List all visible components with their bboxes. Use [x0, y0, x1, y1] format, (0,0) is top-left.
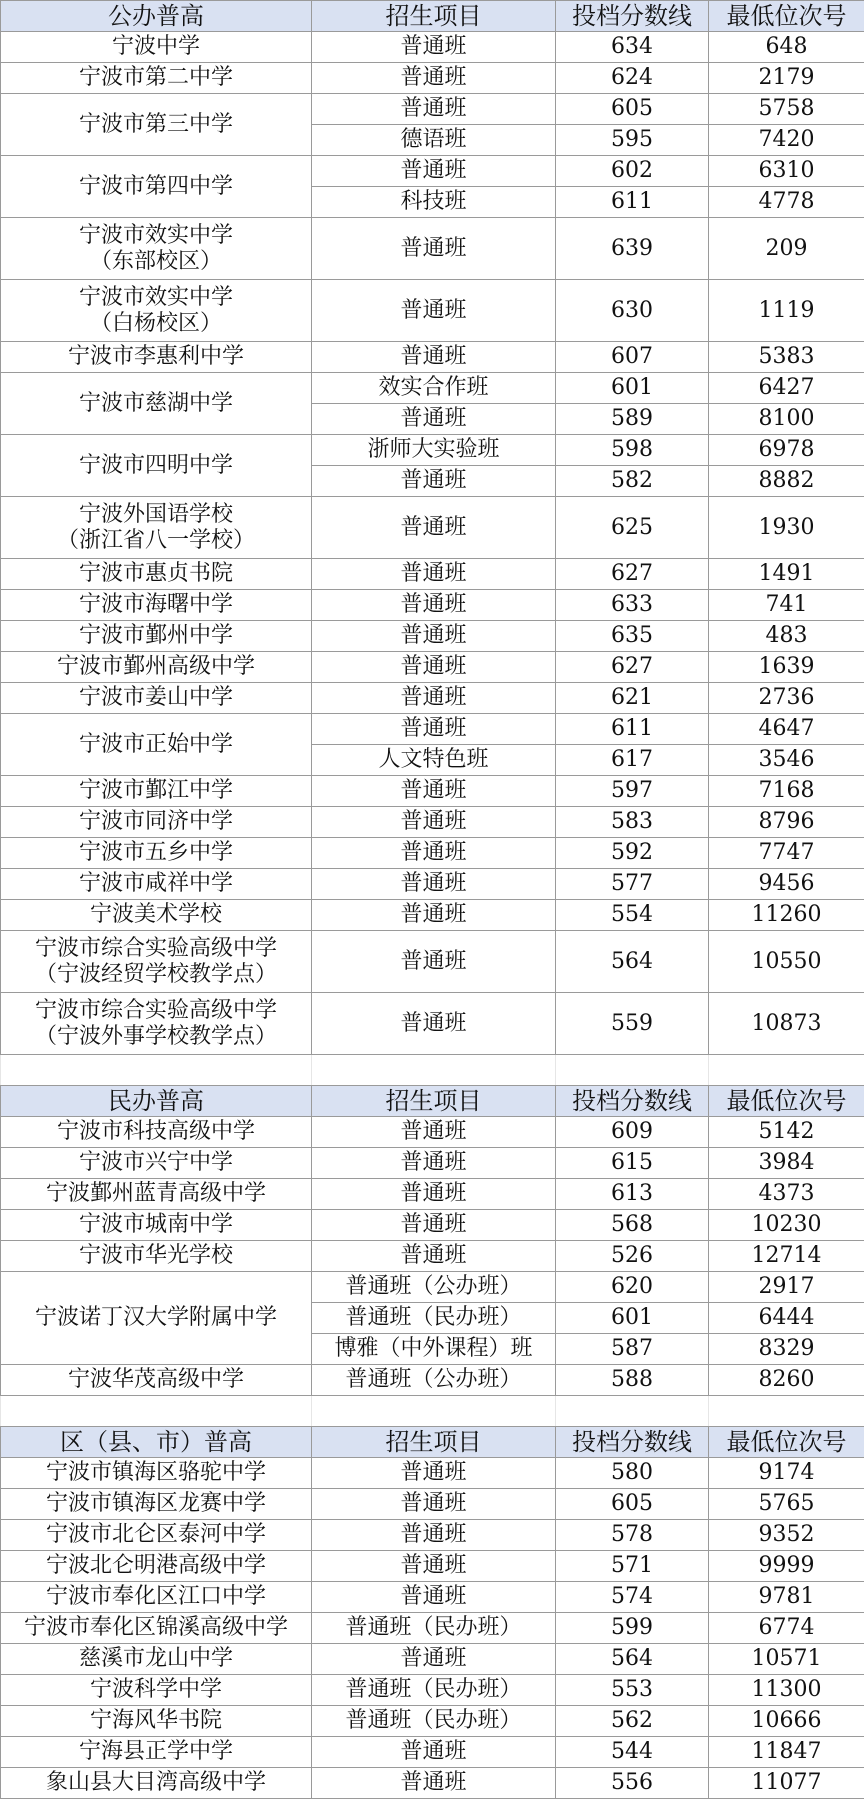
section-gap	[0, 1055, 864, 1085]
school-name	[1, 807, 312, 838]
score-cell: 589	[556, 404, 709, 435]
table-row	[1, 94, 864, 125]
score-cell: 583	[556, 807, 709, 838]
program-cell: 浙师大实验班	[312, 435, 556, 466]
score-header: 投档分数线	[556, 1427, 709, 1458]
school-name-line: 宁波市北仑区泰河中学	[1, 1522, 311, 1548]
rank-cell: 8260	[709, 1365, 864, 1396]
score-cell: 568	[556, 1210, 709, 1241]
score-cell: 627	[556, 559, 709, 590]
rank-cell: 8100	[709, 404, 864, 435]
table-row	[1, 559, 864, 590]
program-cell: 效实合作班	[312, 373, 556, 404]
rank-cell: 483	[709, 621, 864, 652]
table-row	[1, 1768, 864, 1799]
school-name-line: 宁波市综合实验高级中学	[1, 936, 311, 962]
rank-cell: 11260	[709, 900, 864, 931]
school-name-line: 宁波市正始中学	[1, 732, 311, 758]
table-row	[1, 1365, 864, 1396]
rank-cell: 3984	[709, 1148, 864, 1179]
score-cell: 639	[556, 218, 709, 280]
school-name	[1, 1706, 312, 1737]
program-cell: 普通班	[312, 1768, 556, 1799]
rank-cell: 7420	[709, 125, 864, 156]
program-cell: 普通班	[312, 1551, 556, 1582]
table-row	[1, 900, 864, 931]
score-cell: 607	[556, 342, 709, 373]
school-name-line: 宁波市鄞州高级中学	[1, 654, 311, 680]
table-row	[1, 1148, 864, 1179]
school-name	[1, 559, 312, 590]
table-row	[1, 652, 864, 683]
rank-cell: 2736	[709, 683, 864, 714]
school-name	[1, 683, 312, 714]
score-cell: 627	[556, 652, 709, 683]
program-cell: 普通班	[312, 1520, 556, 1551]
rank-cell: 10571	[709, 1644, 864, 1675]
program-cell: 普通班	[312, 342, 556, 373]
school-name	[1, 1365, 312, 1396]
score-cell: 617	[556, 745, 709, 776]
rank-cell: 8796	[709, 807, 864, 838]
program-cell: 普通班	[312, 1737, 556, 1768]
rank-header: 最低位次号	[709, 1427, 864, 1458]
rank-cell: 10550	[709, 931, 864, 993]
score-cell: 625	[556, 497, 709, 559]
school-name-line: 宁波市海曙中学	[1, 592, 311, 618]
score-cell: 615	[556, 1148, 709, 1179]
table-row	[1, 342, 864, 373]
rank-cell: 6310	[709, 156, 864, 187]
school-name-line: 宁波市综合实验高级中学	[1, 998, 311, 1024]
table-row	[1, 590, 864, 621]
score-cell: 564	[556, 931, 709, 993]
school-name	[1, 435, 312, 497]
program-cell: 普通班（公办班）	[312, 1365, 556, 1396]
rank-cell: 9999	[709, 1551, 864, 1582]
score-cell: 582	[556, 466, 709, 497]
school-name	[1, 900, 312, 931]
score-cell: 601	[556, 1303, 709, 1334]
rank-cell: 6444	[709, 1303, 864, 1334]
rank-cell: 10666	[709, 1706, 864, 1737]
table-row	[1, 1241, 864, 1272]
program-cell: 普通班	[312, 807, 556, 838]
table-row	[1, 1520, 864, 1551]
school-name-line: 宁波市同济中学	[1, 809, 311, 835]
section-table	[0, 1426, 864, 1799]
school-name-line: 宁波市第二中学	[1, 65, 311, 91]
score-cell: 634	[556, 32, 709, 63]
school-name-line: 宁波市姜山中学	[1, 685, 311, 711]
program-cell: 普通班	[312, 94, 556, 125]
score-cell: 635	[556, 621, 709, 652]
program-header: 招生项目	[312, 1, 556, 32]
score-cell: 559	[556, 993, 709, 1055]
school-name-line: 宁波市五乡中学	[1, 840, 311, 866]
category-header: 公办普高	[1, 1, 312, 32]
table-row	[1, 931, 864, 993]
score-cell: 599	[556, 1613, 709, 1644]
program-cell: 普通班	[312, 1148, 556, 1179]
school-name	[1, 714, 312, 776]
program-cell: 普通班	[312, 652, 556, 683]
score-cell: 621	[556, 683, 709, 714]
school-name-line: （宁波外事学校教学点）	[1, 1024, 311, 1050]
rank-cell: 6774	[709, 1613, 864, 1644]
school-name	[1, 342, 312, 373]
score-cell: 564	[556, 1644, 709, 1675]
score-cell: 588	[556, 1365, 709, 1396]
table-row	[1, 714, 864, 745]
rank-cell: 4373	[709, 1179, 864, 1210]
table-row	[1, 1582, 864, 1613]
school-name-line: （浙江省八一学校）	[1, 528, 311, 554]
school-name	[1, 1179, 312, 1210]
school-name	[1, 1768, 312, 1799]
table-row	[1, 497, 864, 559]
rank-header: 最低位次号	[709, 1086, 864, 1117]
program-cell: 普通班（民办班）	[312, 1675, 556, 1706]
rank-cell: 11847	[709, 1737, 864, 1768]
header-row	[1, 1086, 864, 1117]
program-cell: 普通班	[312, 621, 556, 652]
school-name	[1, 1675, 312, 1706]
program-cell: 普通班（民办班）	[312, 1706, 556, 1737]
program-cell: 普通班	[312, 931, 556, 993]
score-cell: 620	[556, 1272, 709, 1303]
school-name	[1, 776, 312, 807]
rank-cell: 6978	[709, 435, 864, 466]
rank-cell: 9456	[709, 869, 864, 900]
rank-cell: 4778	[709, 187, 864, 218]
program-cell: 普通班	[312, 156, 556, 187]
school-name-line: 宁波科学中学	[1, 1677, 311, 1703]
program-cell: 普通班	[312, 900, 556, 931]
program-cell: 普通班（民办班）	[312, 1613, 556, 1644]
table-row	[1, 1179, 864, 1210]
score-cell: 630	[556, 280, 709, 342]
school-name	[1, 1613, 312, 1644]
school-name-line: （东部校区）	[1, 249, 311, 275]
table-row	[1, 156, 864, 187]
school-name-line: 宁海风华书院	[1, 1708, 311, 1734]
rank-cell: 9781	[709, 1582, 864, 1613]
school-name-line: 宁波市鄞州中学	[1, 623, 311, 649]
score-cell: 602	[556, 156, 709, 187]
program-cell: 普通班	[312, 559, 556, 590]
table-row	[1, 1272, 864, 1303]
score-cell: 526	[556, 1241, 709, 1272]
score-header: 投档分数线	[556, 1086, 709, 1117]
program-cell: 普通班	[312, 683, 556, 714]
program-header: 招生项目	[312, 1086, 556, 1117]
score-cell: 595	[556, 125, 709, 156]
category-header: 区（县、市）普高	[1, 1427, 312, 1458]
table-row	[1, 807, 864, 838]
school-name	[1, 869, 312, 900]
program-cell: 博雅（中外课程）班	[312, 1334, 556, 1365]
school-name-line: 宁波市奉化区锦溪高级中学	[1, 1615, 311, 1641]
school-name-line: 宁波市鄞江中学	[1, 778, 311, 804]
school-name-line: 象山县大目湾高级中学	[1, 1770, 311, 1796]
program-cell: 普通班（公办班）	[312, 1272, 556, 1303]
score-cell: 556	[556, 1768, 709, 1799]
school-name-line: 宁波市镇海区骆驼中学	[1, 1460, 311, 1486]
school-name	[1, 1148, 312, 1179]
rank-cell: 10230	[709, 1210, 864, 1241]
section-gap	[0, 1396, 864, 1426]
table-row	[1, 373, 864, 404]
program-cell: 普通班	[312, 1458, 556, 1489]
table-row	[1, 776, 864, 807]
school-name	[1, 218, 312, 280]
school-name-line: （宁波经贸学校教学点）	[1, 962, 311, 988]
rank-cell: 8329	[709, 1334, 864, 1365]
table-row	[1, 1737, 864, 1768]
program-cell: 普通班	[312, 776, 556, 807]
program-cell: 普通班	[312, 869, 556, 900]
score-header: 投档分数线	[556, 1, 709, 32]
school-name-line: 宁波市科技高级中学	[1, 1119, 311, 1145]
score-cell: 601	[556, 373, 709, 404]
school-name-line: 宁波市华光学校	[1, 1243, 311, 1269]
program-cell: 普通班（民办班）	[312, 1303, 556, 1334]
rank-cell: 5383	[709, 342, 864, 373]
program-cell: 普通班	[312, 497, 556, 559]
rank-cell: 209	[709, 218, 864, 280]
program-cell: 普通班	[312, 218, 556, 280]
school-name-line: 宁波鄞州蓝青高级中学	[1, 1181, 311, 1207]
score-cell: 611	[556, 714, 709, 745]
rank-cell: 1639	[709, 652, 864, 683]
rank-cell: 2179	[709, 63, 864, 94]
program-cell: 普通班	[312, 1582, 556, 1613]
rank-cell: 11077	[709, 1768, 864, 1799]
score-cell: 577	[556, 869, 709, 900]
school-name	[1, 1520, 312, 1551]
school-name-line: 宁波市李惠利中学	[1, 344, 311, 370]
school-name-line: 宁波市第三中学	[1, 112, 311, 138]
school-name-line: （白杨校区）	[1, 311, 311, 337]
rank-cell: 12714	[709, 1241, 864, 1272]
table-row	[1, 280, 864, 342]
program-cell: 普通班	[312, 280, 556, 342]
school-name	[1, 1241, 312, 1272]
table-row	[1, 32, 864, 63]
program-cell: 普通班	[312, 1117, 556, 1148]
school-name	[1, 1489, 312, 1520]
rank-cell: 7747	[709, 838, 864, 869]
program-cell: 德语班	[312, 125, 556, 156]
school-name	[1, 497, 312, 559]
rank-header: 最低位次号	[709, 1, 864, 32]
school-name-line: 宁波市第四中学	[1, 174, 311, 200]
school-name	[1, 1272, 312, 1365]
school-name	[1, 931, 312, 993]
table-row	[1, 683, 864, 714]
section-table	[0, 1085, 864, 1396]
score-cell: 613	[556, 1179, 709, 1210]
score-cell: 597	[556, 776, 709, 807]
rank-cell: 6427	[709, 373, 864, 404]
program-cell: 普通班	[312, 1241, 556, 1272]
rank-cell: 741	[709, 590, 864, 621]
school-name	[1, 590, 312, 621]
rank-cell: 2917	[709, 1272, 864, 1303]
program-cell: 普通班	[312, 1210, 556, 1241]
school-name	[1, 280, 312, 342]
school-name-line: 宁波市镇海区龙赛中学	[1, 1491, 311, 1517]
program-cell: 普通班	[312, 1489, 556, 1520]
rank-cell: 3546	[709, 745, 864, 776]
school-name	[1, 1210, 312, 1241]
school-name	[1, 1551, 312, 1582]
school-name	[1, 1117, 312, 1148]
school-name-line: 宁波北仑明港高级中学	[1, 1553, 311, 1579]
rank-cell: 648	[709, 32, 864, 63]
score-cell: 553	[556, 1675, 709, 1706]
school-name	[1, 63, 312, 94]
score-cell: 605	[556, 94, 709, 125]
school-name	[1, 652, 312, 683]
table-row	[1, 1551, 864, 1582]
score-cell: 611	[556, 187, 709, 218]
school-name-line: 慈溪市龙山中学	[1, 1646, 311, 1672]
table-row	[1, 1210, 864, 1241]
school-name-line: 宁波市效实中学	[1, 223, 311, 249]
table-row	[1, 435, 864, 466]
category-header: 民办普高	[1, 1086, 312, 1117]
program-cell: 普通班	[312, 63, 556, 94]
table-row	[1, 869, 864, 900]
score-cell: 574	[556, 1582, 709, 1613]
rank-cell: 5758	[709, 94, 864, 125]
table-row	[1, 218, 864, 280]
table-row	[1, 993, 864, 1055]
program-cell: 科技班	[312, 187, 556, 218]
table-row	[1, 621, 864, 652]
school-name-line: 宁波市奉化区江口中学	[1, 1584, 311, 1610]
score-cell: 609	[556, 1117, 709, 1148]
table-row	[1, 1644, 864, 1675]
school-name-line: 宁波市慈湖中学	[1, 391, 311, 417]
school-name	[1, 373, 312, 435]
rank-cell: 1491	[709, 559, 864, 590]
program-cell: 普通班	[312, 404, 556, 435]
table-row	[1, 1458, 864, 1489]
school-name-line: 宁波市兴宁中学	[1, 1150, 311, 1176]
program-cell: 普通班	[312, 838, 556, 869]
rank-cell: 11300	[709, 1675, 864, 1706]
school-name	[1, 621, 312, 652]
rank-cell: 10873	[709, 993, 864, 1055]
score-cell: 578	[556, 1520, 709, 1551]
program-cell: 普通班	[312, 1644, 556, 1675]
score-cell: 554	[556, 900, 709, 931]
table-row	[1, 1489, 864, 1520]
header-row	[1, 1427, 864, 1458]
school-name-line: 宁海县正学中学	[1, 1739, 311, 1765]
school-name	[1, 838, 312, 869]
score-cell: 592	[556, 838, 709, 869]
program-cell: 普通班	[312, 714, 556, 745]
school-name	[1, 993, 312, 1055]
score-cell: 562	[556, 1706, 709, 1737]
school-name-line: 宁波市四明中学	[1, 453, 311, 479]
program-cell: 普通班	[312, 590, 556, 621]
program-header: 招生项目	[312, 1427, 556, 1458]
program-cell: 普通班	[312, 1179, 556, 1210]
school-name-line: 宁波市惠贞书院	[1, 561, 311, 587]
school-name-line: 宁波中学	[1, 34, 311, 60]
rank-cell: 7168	[709, 776, 864, 807]
school-name-line: 宁波华茂高级中学	[1, 1367, 311, 1393]
rank-cell: 9174	[709, 1458, 864, 1489]
table-row	[1, 838, 864, 869]
table-row	[1, 1706, 864, 1737]
table-row	[1, 1613, 864, 1644]
rank-cell: 5765	[709, 1489, 864, 1520]
school-name	[1, 1582, 312, 1613]
rank-cell: 9352	[709, 1520, 864, 1551]
school-name-line: 宁波市城南中学	[1, 1212, 311, 1238]
school-name-line: 宁波外国语学校	[1, 502, 311, 528]
program-cell: 普通班	[312, 466, 556, 497]
table-row	[1, 1675, 864, 1706]
school-name-line: 宁波市咸祥中学	[1, 871, 311, 897]
school-name	[1, 1737, 312, 1768]
rank-cell: 1119	[709, 280, 864, 342]
header-row	[1, 1, 864, 32]
school-name	[1, 94, 312, 156]
rank-cell: 1930	[709, 497, 864, 559]
school-name	[1, 1644, 312, 1675]
rank-cell: 5142	[709, 1117, 864, 1148]
program-cell: 普通班	[312, 32, 556, 63]
school-name-line: 宁波市效实中学	[1, 285, 311, 311]
score-cell: 587	[556, 1334, 709, 1365]
school-name-line: 宁波诺丁汉大学附属中学	[1, 1305, 311, 1331]
school-name-line: 宁波美术学校	[1, 902, 311, 928]
school-name	[1, 156, 312, 218]
table-row	[1, 1117, 864, 1148]
program-cell: 人文特色班	[312, 745, 556, 776]
score-cell: 624	[556, 63, 709, 94]
program-cell: 普通班	[312, 993, 556, 1055]
table-row	[1, 63, 864, 94]
score-cell: 580	[556, 1458, 709, 1489]
score-cell: 544	[556, 1737, 709, 1768]
score-cell: 605	[556, 1489, 709, 1520]
school-name	[1, 32, 312, 63]
school-name	[1, 1458, 312, 1489]
score-cell: 571	[556, 1551, 709, 1582]
score-cell: 633	[556, 590, 709, 621]
rank-cell: 4647	[709, 714, 864, 745]
rank-cell: 8882	[709, 466, 864, 497]
score-cell: 598	[556, 435, 709, 466]
